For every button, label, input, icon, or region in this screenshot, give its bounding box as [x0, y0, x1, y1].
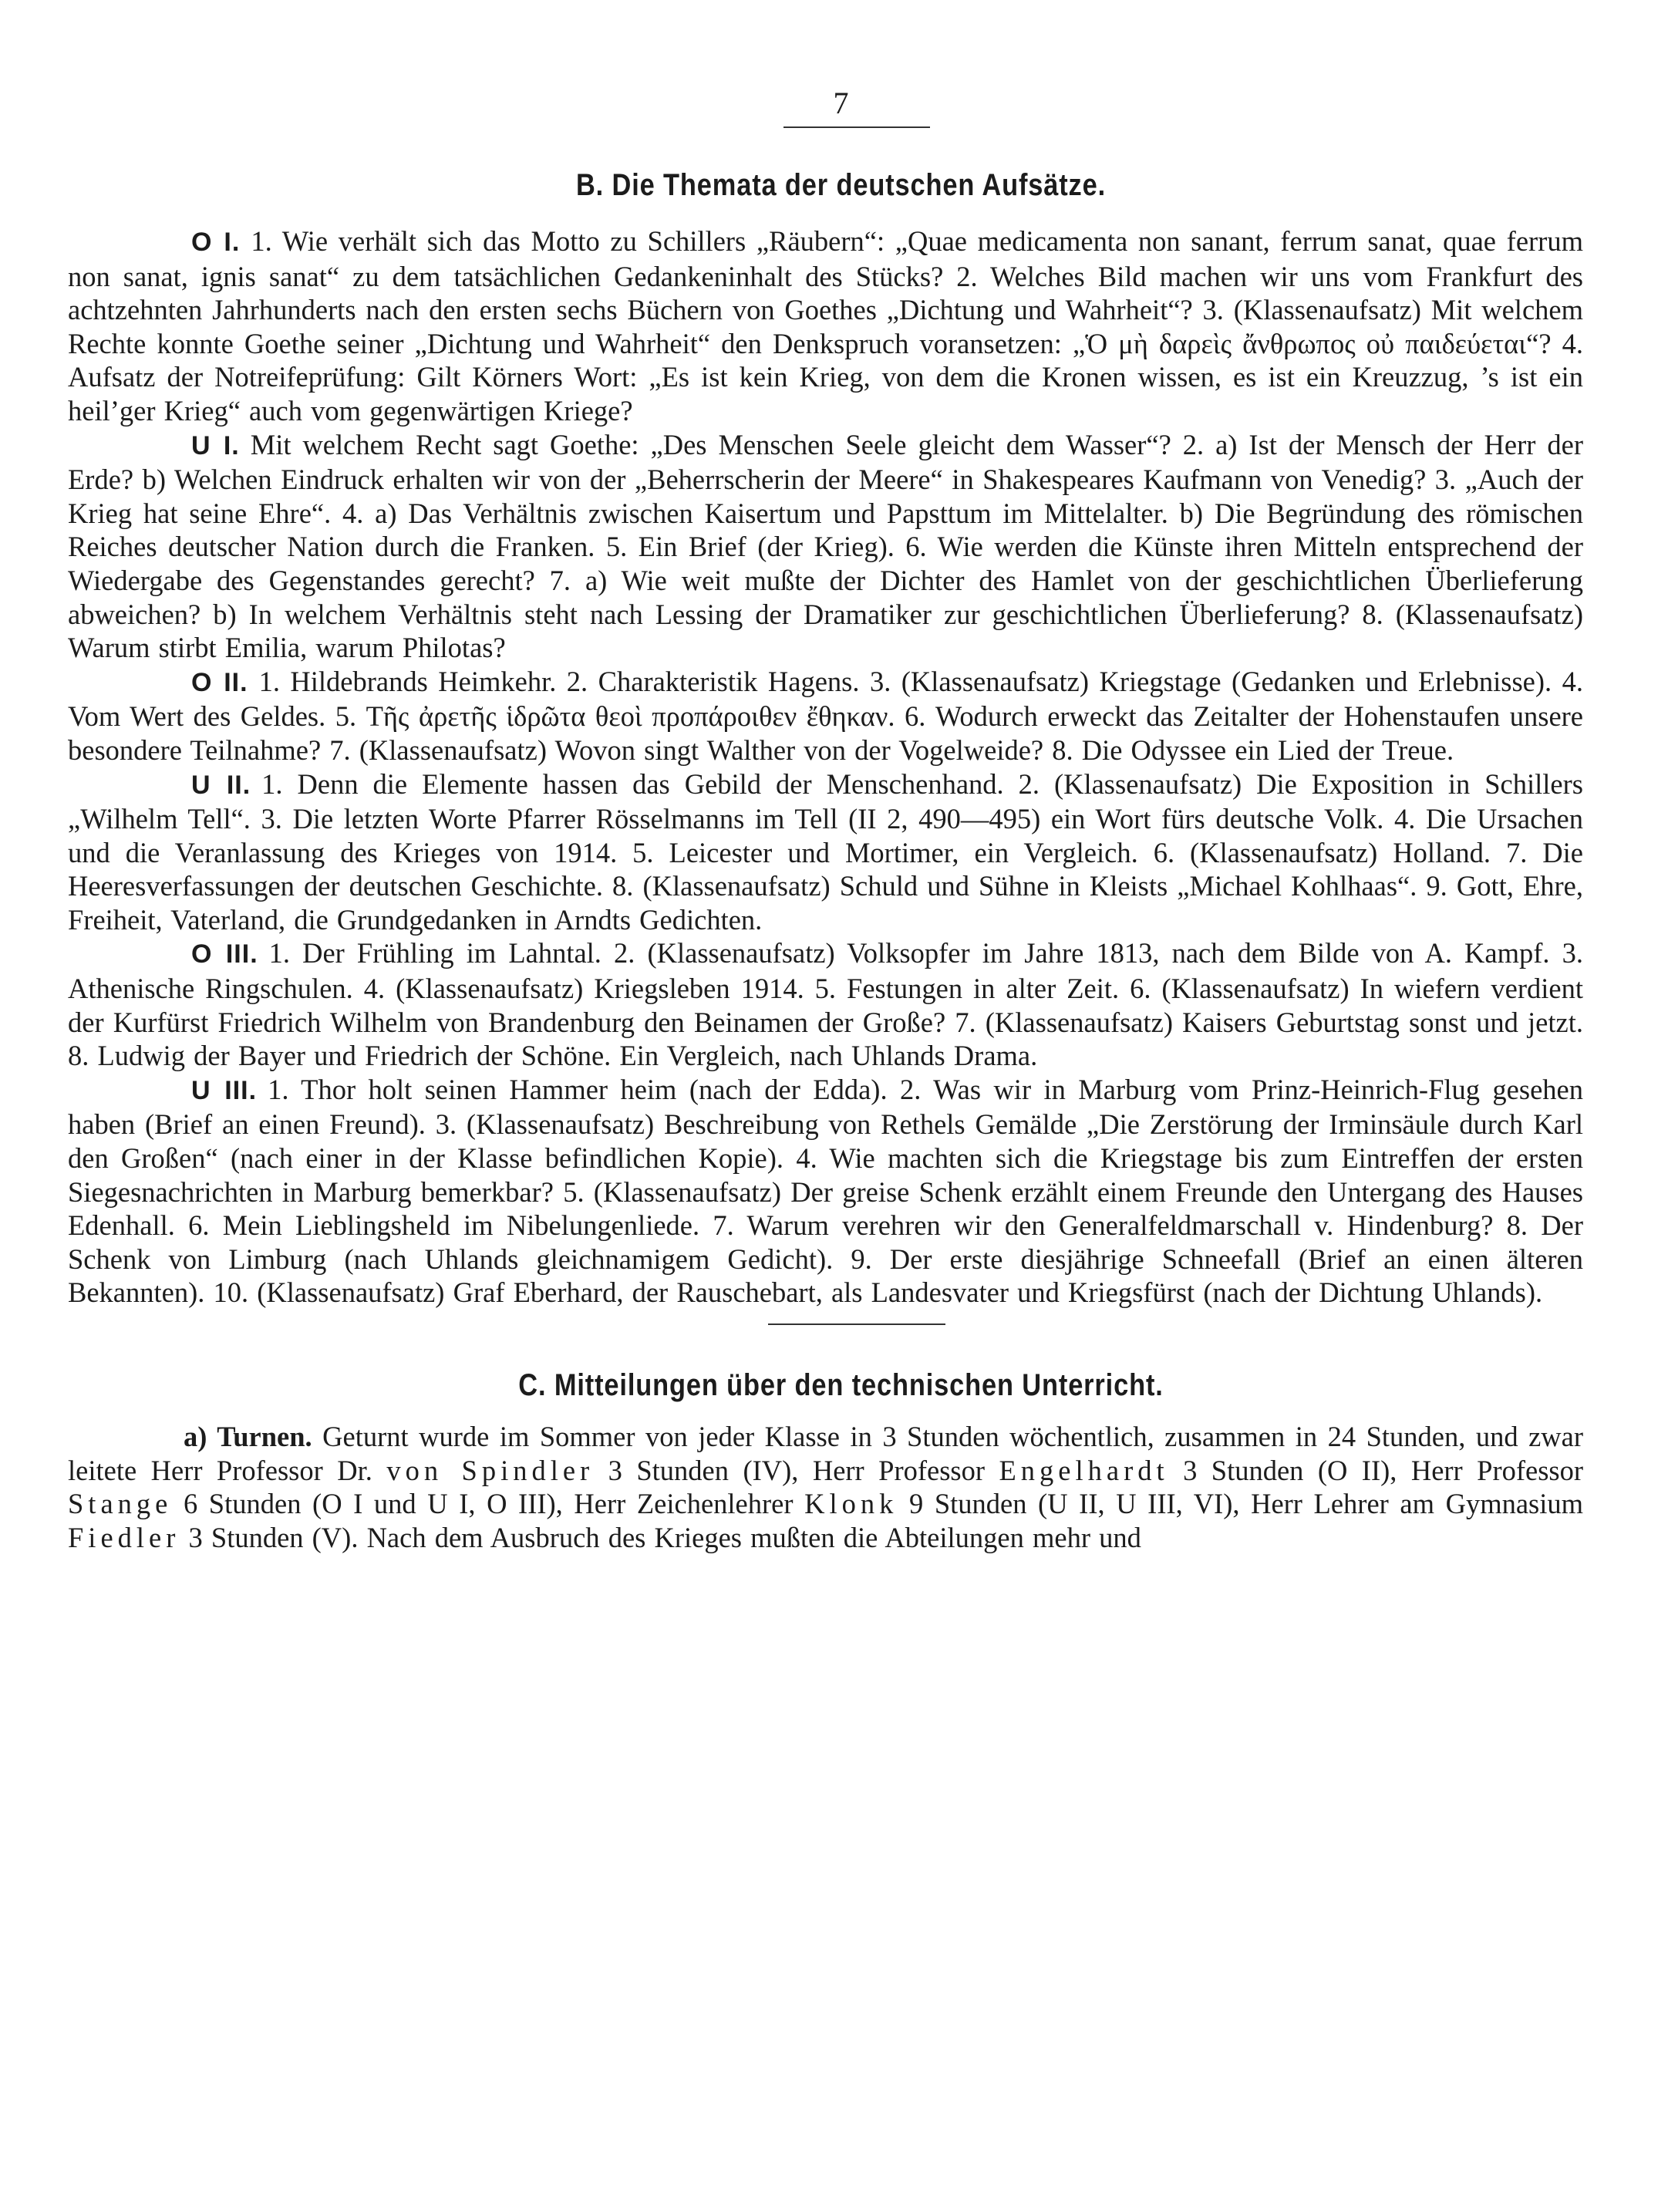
class-label: O I. — [191, 228, 241, 257]
teacher-name: Stange — [68, 1488, 173, 1520]
entry-text: 1. Thor holt seinen Hammer heim (nach der Edda). 2. Was wir in Marburg vom Prinz-Heinrich-Flug gesehen haben (Brief an einen Freund). 3. (Klassenaufsatz) Beschreibung von Rethels Gemälde „Die Zerstörung der Irminsäule durch Karl den Großen“ (nach einer in der Klasse befindlichen Kopie). 4. Wie machten sich die Kriegstage bis zum Eintreffen der ersten Siegesnachrichten in Marburg bemerkbar? 5. (Klassenaufsatz) Der greise Schenk erzählt einem Freunde den Untergang des Hauses Edenhall. 6. Mein Lieblingsheld im Nibelungenliede. 7. Warum verehren wir den Generalfeldmarschall v. Hindenburg? 8. Der Schenk von Limburg (nach Uhlands gleichnamigem Gedicht). 9. Der erste diesjährige Schneefall (Brief an einen älteren Bekannten). 10. (Klassenaufsatz) Graf Eberhard, der Rauschebart, als Landesvater und Kriegsfürst (nach der Dichtung Uhlands). — [68, 1073, 1583, 1309]
section-c-heading: C. Mitteilungen über den technischen Unterricht. — [518, 1368, 1164, 1402]
entry-u2 — [68, 767, 1583, 937]
entry-text: 1. Denn die Elemente hassen das Gebild der Menschenhand. 2. (Klassenaufsatz) Die Exposition in Schillers „Wilhelm Tell“. 3. Die letzten Worte Pfarrer Rösselmanns im Tell (II 2, 490—495) ein Wort fürs deutsche Volk. 4. Die Ursachen und die Veranlassung des Krieges von 1914. 5. Leicester und Mortimer, ein Vergleich. 6. (Klassenaufsatz) Holland. 7. Die Heeresverfassungen der deutschen Geschichte. 8. (Klassenaufsatz) Schuld und Sühne in Kleists „Michael Kohlhaas“. 9. Gott, Ehre, Freiheit, Vaterland, die Grundgedanken in Arndts Gedichten. — [68, 767, 1583, 936]
paragraph-label: a) Turnen. — [184, 1421, 312, 1452]
page-number-rule — [783, 126, 930, 128]
entry-u3 — [68, 1073, 1583, 1310]
entry-text: 1. Hildebrands Heimkehr. 2. Charakteristik Hagens. 3. (Klassenaufsatz) Kriegstage (Gedanken und Erlebnisse). 4. Vom Wert des Geldes. 5. Τῆς ἀρετῆς ἱδρῶτα θεοὶ προπάροιθεν ἔθηκαν. 6. Wodurch erweckt das Zeitalter der Hohenstaufen unsere besondere Teilnahme? 7. (Klassenaufsatz) Wovon singt Walther von der Vogelweide? 8. Die Odyssee ein Lied der Treue. — [68, 665, 1583, 766]
entry-o3 — [68, 936, 1583, 1072]
teacher-name: Fiedler — [68, 1521, 180, 1553]
entry-o1 — [68, 224, 1583, 428]
paragraph-text: 3 Stunden (IV), Herr Professor — [608, 1454, 986, 1486]
entry-text: 1. Der Frühling im Lahntal. 2. (Klassenaufsatz) Volksopfer im Jahre 1813, nach dem Bilde von A. Kampf. 3. Athenische Ringschulen. 4. (Klassenaufsatz) Kriegsleben 1914. 5. Festungen in alter Zeit. 6. (Klassenaufsatz) In wiefern verdient der Kurfürst Friedrich Wilhelm von Brandenburg den Beinamen der Große? 7. (Klassenaufsatz) Kaisers Geburtstag sonst und jetzt. 8. Ludwig der Bayer und Friedrich der Schöne. Ein Vergleich, nach Uhlands Drama. — [68, 937, 1583, 1072]
teacher-name: Engelhardt — [999, 1454, 1169, 1486]
section-c-body — [68, 1420, 1583, 1554]
entry-o2 — [68, 665, 1583, 767]
turnen-paragraph — [68, 1420, 1583, 1554]
entry-text: 1. Wie verhält sich das Motto zu Schillers „Räubern“: „Quae medicamenta non sanant, ferrum sanat, quae ferrum non sanat, ignis sanat“ zu dem tatsächlichen Gedankeninhalt des Stücks? 2. Welches Bild machen wir uns vom Frankfurt des achtzehnten Jahrhunderts nach den ersten sechs Büchern von Goethes „Dichtung und Wahrheit“? 3. (Klassenaufsatz) Mit welchem Rechte konnte Goethe seiner „Dichtung und Wahrheit“ den Denkspruch voransetzen: „Ὁ μὴ δαρεὶς ἄνθρωπος οὐ παιδεύεται“? 4. Aufsatz der Notreifeprüfung: Gilt Körners Wort: „Es ist kein Krieg, von dem die Kronen wissen, es ist ein Kreuzzug, ’s ist ein heil’ger Krieg“ auch vom gegenwärtigen Kriege? — [68, 225, 1583, 427]
paragraph-text: Geturnt wurde im Sommer von jeder Klasse in 3 Stunden wöchentlich, zusammen in 24 Stunden, und zwar leitete Herr Professor Dr. — [68, 1421, 1583, 1486]
class-label: U III. — [191, 1075, 258, 1105]
teacher-name: von Spindler — [386, 1454, 595, 1486]
section-divider — [768, 1323, 945, 1325]
paragraph-text: 3 Stunden (O II), Herr Professor — [1183, 1454, 1584, 1486]
paragraph-text: 9 Stunden (U II, U III, VI), Herr Lehrer am Gymnasium — [908, 1488, 1584, 1520]
class-label: U II. — [191, 770, 251, 800]
entry-text: Mit welchem Recht sagt Goethe: „Des Menschen Seele gleicht dem Wasser“? 2. a) Ist der Mensch der Herr der Erde? b) Welchen Eindruck erhalten wir von der „Beherrscherin der Meere“ in Shakespeares Kaufmann von Venedig? 3. „Auch der Krieg hat seine Ehre“. 4. a) Das Verhältnis zwischen Kaisertum und Papsttum im Mittelalter. b) Die Begründung des römischen Reiches deutscher Nation durch die Franken. 5. Ein Brief (der Krieg). 6. Wie werden die Künste ihren Mitteln entsprechend der Wiedergabe des Gegenstandes gerecht? 7. a) Wie weit mußte der Dichter des Hamlet von der geschichtlichen Überlieferung abweichen? b) In welchem Verhältnis steht nach Lessing der Dramatiker zur geschichtlichen Überlieferung? 8. (Klassenaufsatz) Warum stirbt Emilia, warum Philotas? — [68, 428, 1583, 664]
teacher-name: Klonk — [804, 1488, 898, 1520]
section-b-body — [68, 224, 1583, 1310]
paragraph-text: 3 Stunden (V). Nach dem Ausbruch des Krieges mußten die Abteilungen mehr und — [188, 1521, 1141, 1553]
page-number: 7 — [833, 86, 849, 120]
class-label: U I. — [191, 430, 240, 460]
section-b-heading: B. Die Themata der deutschen Aufsätze. — [575, 168, 1107, 202]
class-label: O III. — [191, 939, 258, 969]
class-label: O II. — [191, 667, 248, 697]
paragraph-text: 6 Stunden (O I und U I, O III), Herr Zeichenlehrer — [183, 1488, 794, 1520]
entry-u1 — [68, 428, 1583, 665]
